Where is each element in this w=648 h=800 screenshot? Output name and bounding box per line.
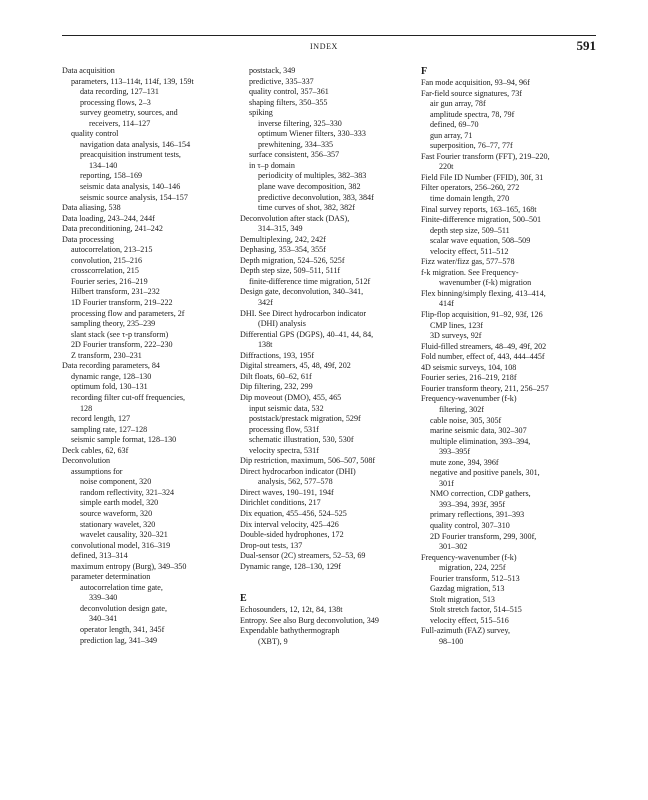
index-entry: Data loading, 243–244, 244f [62,213,155,223]
index-subentry: assumptions for [71,466,123,476]
index-subentry: 2D Fourier transform, 222–230 [71,340,173,350]
index-subentry: prewhitening, 334–335 [258,139,334,149]
index-subentry: seismic source analysis, 154–157 [80,192,188,202]
index-subentry: multiple elimination, 393–394, [430,436,531,446]
index-subentry: simple earth model, 320 [80,498,159,508]
index-subentry: optimum Wiener filters, 330–333 [258,129,366,139]
index-subentry: velocity spectra, 531f [249,445,319,455]
index-subentry: surface consistent, 356–357 [249,150,340,160]
index-entry: Field File ID Number (FFID), 30f, 31 [421,172,544,182]
index-subentry: Stolt migration, 513 [430,594,495,604]
index-subentry: sampling rate, 127–128 [71,424,148,434]
index-subentry: 301f [439,478,454,488]
index-subentry: 128 [80,403,93,413]
index-subentry: 220t [439,162,454,172]
index-entry: Final survey reports, 163–165, 168t [421,204,537,214]
index-entry: Finite-difference migration, 500–501 [421,215,542,225]
index-entry: Direct waves, 190–191, 194f [240,487,334,497]
index-subentry: shaping filters, 350–355 [249,97,328,107]
index-entry: Dual-sensor (2C) streamers, 52–53, 69 [240,551,366,561]
index-subentry: Hilbert transform, 231–232 [71,287,160,297]
index-subentry: recording filter cut-off frequencies, [71,392,186,402]
index-subentry: 342f [258,298,273,308]
index-subentry: poststack/prestack migration, 529f [249,414,361,424]
index-subentry: operator length, 341, 345f [80,624,165,634]
index-subentry: Z transform, 230–231 [71,350,142,360]
index-subentry: superposition, 76–77, 77f [430,141,513,151]
index-entry: Dip filtering, 232, 299 [240,382,313,392]
index-entry: Dephasing, 353–354, 355f [240,245,326,255]
index-entry: Direct hydrocarbon indicator (DHI) [240,466,356,476]
index-entry: Drop-out tests, 137 [240,540,303,550]
index-entry: Deconvolution [62,456,111,466]
index-entry: Data preconditioning, 241–242 [62,224,163,234]
index-subentry: input seismic data, 532 [249,403,324,413]
index-subentry: NMO correction, CDP gathers, [430,489,531,499]
index-entry: Deconvolution after stack (DAS), [240,213,350,223]
index-subentry: 138t [258,340,273,350]
index-subentry: filtering, 302f [439,404,484,414]
index-subentry: stationary wavelet, 320 [80,519,156,529]
index-subentry: processing flow and parameters, 2f [71,308,185,318]
index-subentry: autocorrelation time gate, [80,582,163,592]
index-subentry: migration, 224, 225f [439,563,506,573]
index-subentry: Fourier transform, 512–513 [430,573,520,583]
index-entry: Flex binning/simply flexing, 413–414, [421,288,546,298]
index-subentry: 393–394, 393f, 395f [439,499,506,509]
index-entry: Demultiplexing, 242, 242f [240,234,326,244]
index-column-2 [240,66,420,647]
index-subentry: 3D surveys, 92f [430,331,482,341]
index-subentry: 98–100 [439,636,464,646]
index-entry: Dix equation, 455–456, 524–525 [240,508,347,518]
index-subentry: analysis, 562, 577–578 [258,477,333,487]
index-subentry: random reflectivity, 321–324 [80,487,175,497]
index-subentry: scalar wave equation, 508–509 [430,236,531,246]
index-subentry: inverse filtering, 325–330 [258,118,342,128]
index-entry: Dip restriction, maximum, 506–507, 508f [240,456,376,466]
index-subentry: 339–340 [89,593,118,603]
index-subentry: gun array, 71 [430,130,473,140]
index-entry: Dynamic range, 128–130, 129f [240,561,341,571]
index-subentry: Gazdag migration, 513 [430,584,505,594]
index-column-1 [62,66,230,646]
index-entry: Data aliasing, 538 [62,203,121,213]
index-subentry: predictive, 335–337 [249,76,314,86]
index-subentry: 414f [439,299,454,309]
index-subentry: 2D Fourier transform, 299, 300f, [430,531,537,541]
index-entry: Dip moveout (DMO), 455, 465 [240,392,342,402]
index-subentry: quality control, 357–361 [249,87,329,97]
index-entry: Fold number, effect of, 443, 444–445f [421,352,545,362]
index-subentry: poststack, 349 [249,66,296,75]
index-subentry: seismic sample format, 128–130 [71,435,177,445]
index-entry: Far-field source signatures, 73f [421,88,522,98]
index-subentry: quality control [71,129,119,139]
index-entry: DHI. See Direct hydrocarbon indicator [240,308,367,318]
index-entry: Design gate, deconvolution, 340–341, [240,287,364,297]
index-entry: Double-sided hydrophones, 172 [240,530,344,540]
index-entry: Expendable bathythermograph [240,626,340,636]
index-subentry: negative and positive panels, 301, [430,468,540,478]
index-subentry: preacquisition instrument tests, [80,150,181,160]
index-entry: Fourier series, 216–219, 218f [421,373,517,383]
index-entry: f-k migration. See Frequency- [421,267,519,277]
index-subentry: prediction lag, 341–349 [80,635,158,645]
index-subentry: plane wave decomposition, 382 [258,182,361,192]
index-entry: Fan mode acquisition, 93–94, 96f [421,78,530,87]
index-subentry: 301–302 [439,542,468,552]
index-column-3 [421,66,601,648]
index-subentry: autocorrelation, 213–215 [71,245,153,255]
index-entry: Fast Fourier transform (FFT), 219–220, [421,151,550,161]
index-subentry: 1D Fourier transform, 219–222 [71,298,173,308]
index-subentry: primary reflections, 391–393 [430,510,525,520]
index-subentry: reporting, 158–169 [80,171,143,181]
index-subentry: time domain length, 270 [430,194,510,204]
index-subentry: predictive deconvolution, 383, 384f [258,192,374,202]
page-number: 591 [576,38,596,53]
index-subentry: cable noise, 305, 305f [430,415,502,425]
index-subentry: defined, 69–70 [430,120,479,130]
index-subentry: processing flows, 2–3 [80,97,151,107]
index-entry: Dilt floats, 60–62, 61f [240,371,312,381]
index-subentry: optimum fold, 130–131 [71,382,148,392]
index-entry: Frequency-wavenumber (f-k) [421,552,517,562]
index-subentry: defined, 313–314 [71,551,128,561]
index-subentry: slant stack (see τ-p transform) [71,329,169,339]
index-subentry: convolutional model, 316–319 [71,540,171,550]
index-subentry: record length, 127 [71,414,131,424]
index-subentry: time curves of shot, 382, 382f [258,203,355,213]
index-subentry: velocity effect, 511–512 [430,246,509,256]
index-entry: Digital streamers, 45, 48, 49f, 202 [240,361,351,371]
index-letter-heading: F [421,66,428,77]
index-subentry: deconvolution design gate, [80,603,167,613]
index-subentry: parameter determination [71,572,151,582]
index-subentry: receivers, 114–127 [89,118,151,128]
index-entry: Entropy. See also Burg deconvolution, 349 [240,615,379,625]
header-rule [62,35,596,36]
index-subentry: depth step size, 509–511 [430,225,510,235]
index-subentry: CMP lines, 123f [430,320,483,330]
index-subentry: maximum entropy (Burg), 349–350 [71,561,187,571]
index-entry: Differential GPS (DGPS), 40–41, 44, 84, [240,329,374,339]
index-subentry: processing flow, 531f [249,424,319,434]
section-spacer [240,572,420,593]
index-subentry: Fourier series, 216–219 [71,276,148,286]
index-entry: Flip-flop acquisition, 91–92, 93f, 126 [421,310,543,320]
index-entry: Depth migration, 524–526, 525f [240,255,345,265]
index-subentry: finite-difference time migration, 512f [249,276,371,286]
index-subentry: velocity effect, 515–516 [430,615,509,625]
index-entry: Full-azimuth (FAZ) survey, [421,626,511,636]
index-subentry: (XBT), 9 [258,636,288,646]
index-entry: Frequency-wavenumber (f-k) [421,394,517,404]
index-entry: Diffractions, 193, 195f [240,350,315,360]
running-header: INDEX [310,42,338,51]
index-subentry: in τ–p domain [249,160,295,170]
index-subentry: 393–395f [439,447,471,457]
index-subentry: dynamic range, 128–130 [71,371,152,381]
index-subentry: Stolt stretch factor, 514–515 [430,605,522,615]
index-entry: Echosounders, 12, 12t, 84, 138t [240,605,343,615]
index-entry: Dirichlet conditions, 217 [240,498,321,508]
index-subentry: spiking [249,108,273,118]
index-entry: Depth step size, 509–511, 511f [240,266,341,276]
index-subentry: mute zone, 394, 396f [430,457,499,467]
index-subentry: source waveform, 320 [80,508,153,518]
index-entry: Fizz water/fizz gas, 577–578 [421,257,515,267]
index-subentry: navigation data analysis, 146–154 [80,139,191,149]
index-subentry: convolution, 215–216 [71,255,143,265]
index-subentry: 314–315, 349 [258,224,303,234]
index-entry: Deck cables, 62, 63f [62,445,129,455]
index-subentry: amplitude spectra, 78, 79f [430,109,515,119]
index-subentry: air gun array, 78f [430,99,486,109]
index-entry: Filter operators, 256–260, 272 [421,183,520,193]
index-subentry: quality control, 307–310 [430,520,510,530]
index-subentry: (DHI) analysis [258,319,306,329]
index-subentry: wavelet causality, 320–321 [80,530,168,540]
index-subentry: noise component, 320 [80,477,152,487]
index-subentry: seismic data analysis, 140–146 [80,182,181,192]
index-entry: Data processing [62,234,114,244]
index-subentry: parameters, 113–114t, 114f, 139, 159t [71,76,194,86]
index-subentry: survey geometry, sources, and [80,108,178,118]
index-subentry: 134–140 [89,160,118,170]
index-entry: Fourier transform theory, 211, 256–257 [421,383,549,393]
index-entry: Fluid-filled streamers, 48–49, 49f, 202 [421,341,547,351]
index-letter-heading: E [240,593,247,605]
index-entry: Data recording parameters, 84 [62,361,160,371]
index-subentry: crosscorrelation, 215 [71,266,139,276]
index-subentry: schematic illustration, 530, 530f [249,435,354,445]
index-subentry: 340–341 [89,614,118,624]
index-subentry: data recording, 127–131 [80,87,159,97]
index-subentry: wavenumber (f-k) migration [439,278,532,288]
index-subentry: sampling theory, 235–239 [71,319,156,329]
index-entry: Data acquisition [62,66,115,75]
index-entry: Dix interval velocity, 425–426 [240,519,339,529]
index-subentry: periodicity of multiples, 382–383 [258,171,367,181]
index-entry: 4D seismic surveys, 104, 108 [421,362,517,372]
index-subentry: marine seismic data, 302–307 [430,426,527,436]
